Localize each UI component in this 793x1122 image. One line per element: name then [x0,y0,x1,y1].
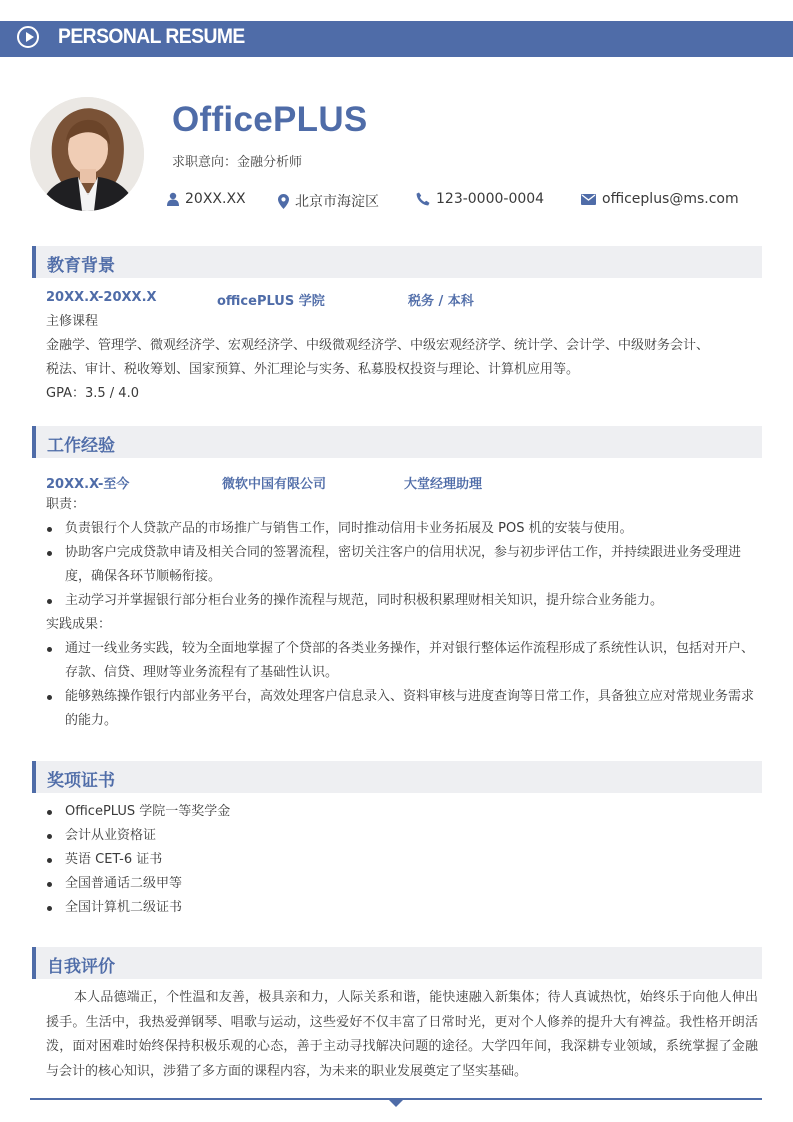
section-self-eval [32,947,762,979]
list-item: 通过一线业务实践，较为全面地掌握了个贷部的各类业务操作，并对银行整体运作流程形成了系统性认识，包括对开户、存款、信贷、理财等业务流程有了基础性认识。 [46,637,758,685]
location-text: 北京市海淀区 [295,194,379,210]
list-item: 协助客户完成贷款申请及相关合同的签署流程，密切关注客户的信用状况，参与初步评估工作，并持续跟进业务受理进度，确保各环节顺畅衔接。 [46,541,758,589]
list-item: 主动学习并掌握银行部分柜台业务的操作流程与规范，同时积极积累理财相关知识，提升综合业务能力。 [46,589,758,613]
results-list [46,637,758,733]
list-item: 能够熟练操作银行内部业务平台，高效处理客户信息录入、资料审核与进度查询等日常工作，具备独立应对常规业务需求的能力。 [46,685,758,733]
section-title: 工作经验 [47,436,115,456]
contact-row [0,191,793,213]
awards-list [46,800,758,920]
section-awards [32,761,762,793]
gpa: GPA：3.5 / 4.0 [46,386,139,401]
work-role: 大堂经理助理 [404,477,483,492]
email-text: officeplus@ms.com [602,191,739,207]
education-school: officePLUS 学院 [217,294,325,309]
job-intent: 求职意向：金融分析师 [172,155,303,170]
play-icon [17,26,39,48]
mail-icon [581,194,596,205]
section-title: 自我评价 [47,957,115,977]
section-education [32,246,762,278]
header-banner [0,21,793,57]
banner-title: PERSONAL RESUME [58,25,245,48]
list-item: 全国计算机二级证书 [46,896,758,920]
education-period: 20XX.X-20XX.X [46,290,157,305]
email-contact [581,191,739,207]
birth-text: 20XX.XX [185,191,246,207]
list-item: 会计从业资格证 [46,824,758,848]
list-item: 负责银行个人贷款产品的市场推广与销售工作，同时推动信用卡业务拓展及 POS 机的安装与使用。 [46,517,758,541]
birth-contact [167,191,246,207]
education-degree: 税务 / 本科 [408,294,474,309]
list-item: OfficePLUS 学院一等奖学金 [46,800,758,824]
self-eval-text: 本人品德端正，个性温和友善，极具亲和力，人际关系和谐，能快速融入新集体；待人真诚热忱，始终乐于向他人伸出援手。生活中，我热爱弹钢琴、唱歌与运动，这些爱好不仅丰富了日常时光，更对个人修养的提升大有裨益。我性格开朗活泼，面对困难时始终保持积极乐观的心态，善于主动寻找解决问题的途径。大学四年间，我深耕专业领域，系统掌握了金融与会计的核心知识，涉猎了多方面的课程内容，为未来的职业发展奠定了坚实基础。 [46,990,758,1079]
triangle-down-icon [388,1099,404,1107]
list-item: 全国普通话二级甲等 [46,872,758,896]
phone-text: 123-0000-0004 [436,191,545,207]
location-pin-icon [278,194,289,209]
courses-line: 税法、审计、税收筹划、国家预算、外汇理论与实务、私募股权投资与理论、计算机应用等。 [46,362,580,377]
results-label: 实践成果： [46,617,112,632]
section-work [32,426,762,458]
person-icon [167,192,179,206]
section-title: 奖项证书 [47,771,115,791]
location-contact [278,191,379,211]
candidate-name: OfficePLUS [172,100,368,139]
courses-line: 金融学、管理学、微观经济学、宏观经济学、中级微观经济学、中级宏观经济学、统计学、会计学、中级财务会计、 [46,338,710,353]
work-period: 20XX.X-至今 [46,477,130,492]
duties-list [46,517,758,613]
courses-label: 主修课程 [46,314,99,329]
section-title: 教育背景 [47,256,115,276]
phone-icon [416,192,430,206]
work-company: 微软中国有限公司 [222,477,327,492]
phone-contact [416,191,544,207]
duties-label: 职责： [46,497,86,512]
list-item: 英语 CET-6 证书 [46,848,758,872]
